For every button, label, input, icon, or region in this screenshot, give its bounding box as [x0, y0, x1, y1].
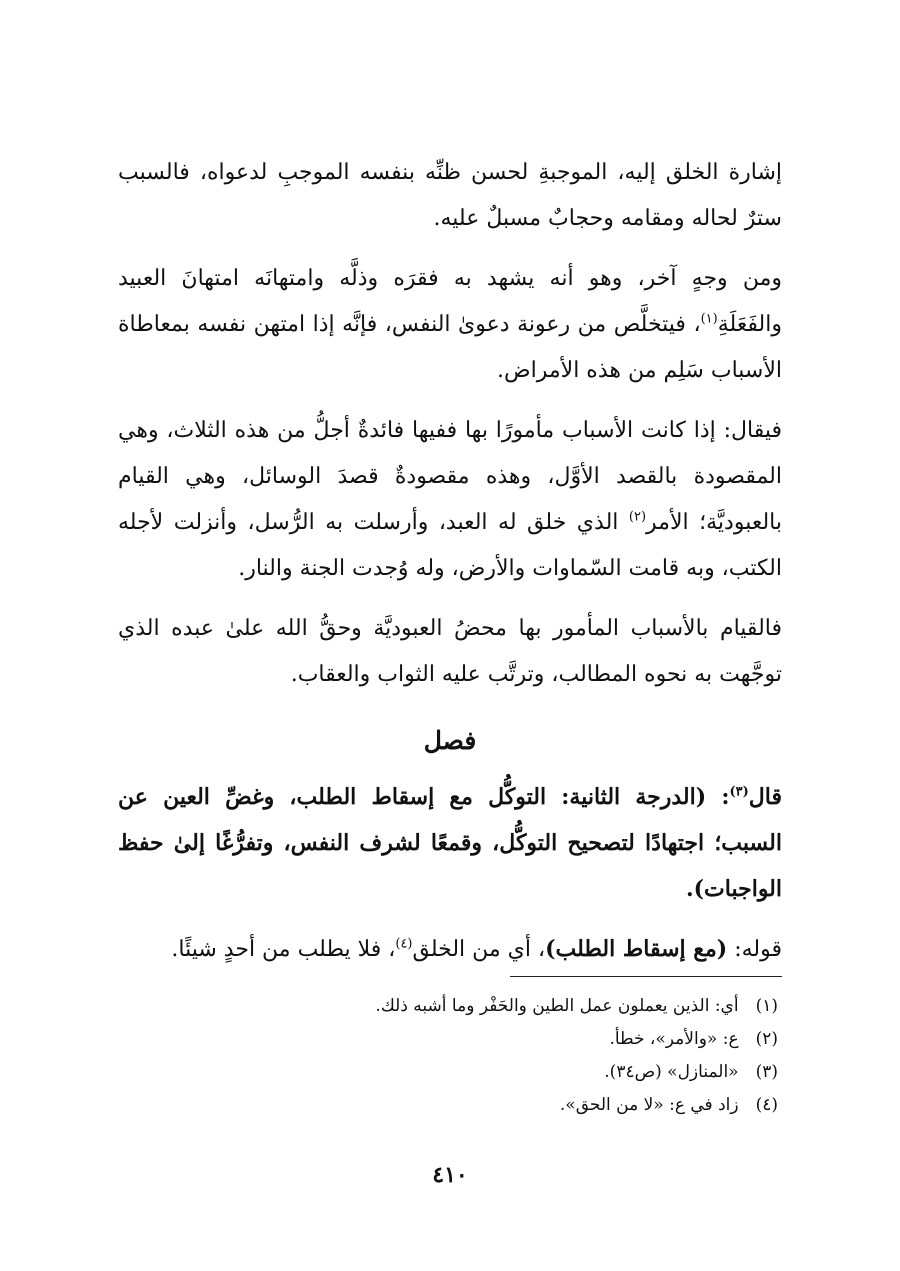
- footnotes: [118, 990, 778, 1122]
- footnote-ref-2[interactable]: (٢): [628, 509, 647, 525]
- footnote-ref-4[interactable]: (٤): [395, 936, 413, 952]
- paragraph-2: ومن وجهٍ آخر، وهو أنه يشهد به فقرَه وذلَّه وامتهانَه امتهانَ العبيد والفَعَلَةِ$^{(١)}$، فيتخلَّص من رعونة دعوىٰ النفس، فإنَّه إذا امتهن نفسه بمعاطاة الأسباب سَلِم من هذه الأمراض.: [118, 266, 782, 383]
- paragraph-1: إشارة الخلق إليه، الموجبةِ لحسن ظنِّه بنفسه الموجبِ لدعواه، فالسبب سترٌ لحاله ومقامه وحجابٌ مسبلٌ عليه.: [118, 160, 782, 231]
- footnote-3: (٣) «المنازل» (ص٣٤).: [604, 1062, 778, 1082]
- commentary-paragraph: قوله: (مع إسقاط الطلب)، أي من الخلق$^{(٤)}$، فلا يطلب من أحدٍ شيئًا.: [171, 936, 782, 962]
- footnote-ref-3[interactable]: (٣): [729, 784, 749, 800]
- footnote-2: (٢) ع: «والأمر»، خطأ.: [609, 1029, 778, 1049]
- quoted-text-paragraph: قال$^{(٣)}$: (الدرجة الثانية: التوكُّل مع إسقاط الطلب، وغضِّ العين عن السبب؛ اجتهادًا لتصحيح التوكُّل، وقمعًا لشرف النفس، وتفرُّغًا إلىٰ حفظ الواجبات).: [118, 784, 782, 902]
- section-heading: فصل: [423, 726, 477, 755]
- footnote-1: (١) أي: الذين يعملون عمل الطين والحَفْر وما أشبه ذلك.: [375, 996, 778, 1016]
- page-number: ٤١٠: [432, 1162, 468, 1188]
- top-margin: [118, 0, 782, 150]
- paragraph-3: فيقال: إذا كانت الأسباب مأمورًا بها ففيها فائدةٌ أجلُّ من هذه الثلاث، وهي المقصودة بالقصد الأوَّل، وهذه مقصودةٌ قصدَ الوسائل، وهي القيام بالعبوديَّة؛ الأمر$^{(٢)}$ الذي خلق له العبد، وأرسلت به الرُّسل، وأنزلت لأجله الكتب، وبه قامت السّماوات والأرض، وله وُجدت الجنة والنار.: [118, 418, 782, 581]
- paragraph-4: فالقيام بالأسباب المأمور بها محضُ العبوديَّة وحقُّ الله علىٰ عبده الذي توجَّهت به نحوه المطالب، وترتَّب عليه الثواب والعقاب.: [118, 616, 782, 687]
- footnote-ref-1[interactable]: (١): [700, 311, 718, 327]
- footnote-separator: [510, 976, 782, 977]
- book-page: [118, 0, 782, 1271]
- footnote-4: (٤) زاد في ع: «لا من الحق».: [559, 1095, 778, 1115]
